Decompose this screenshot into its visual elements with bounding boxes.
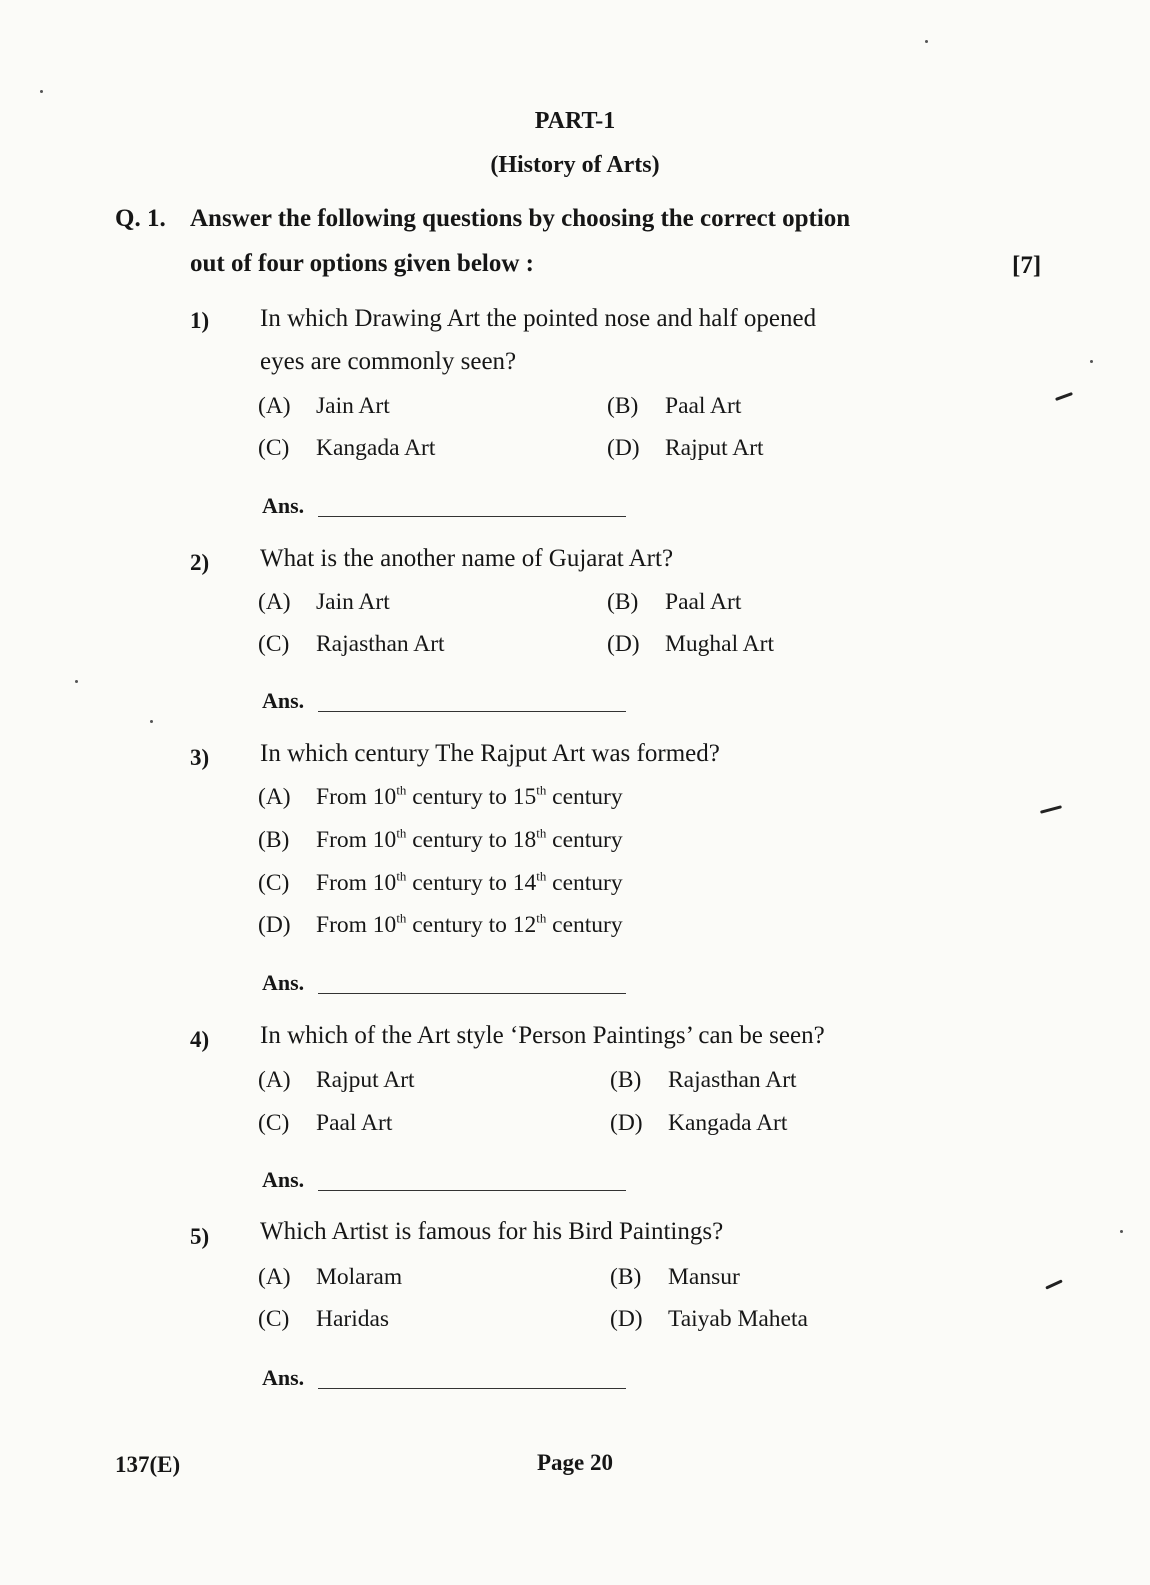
option-text: Taiyab Maheta [668, 1306, 808, 1332]
option-label: (D) [610, 1110, 643, 1136]
option-c [258, 870, 623, 897]
option-pre: From 10 [316, 784, 397, 810]
option-label: (D) [607, 631, 640, 657]
option-pre: From 10 [316, 912, 397, 938]
question-instruction-line2: out of four options given below : [190, 250, 535, 277]
scan-speck [75, 680, 78, 683]
option-sup: th [396, 782, 407, 798]
answer-label: Ans. [262, 1167, 305, 1192]
item-number: 2) [190, 550, 210, 575]
option-c [258, 1110, 392, 1137]
option-sup: th [536, 782, 547, 798]
option-sup: th [396, 868, 407, 884]
item-text-line2: eyes are commonly seen? [260, 348, 517, 375]
answer-blank[interactable] [318, 516, 626, 517]
option-label: (B) [610, 1067, 642, 1093]
option-pre: From 10 [316, 827, 397, 853]
question-label: Q. 1. [115, 205, 166, 232]
scan-speck [1120, 1230, 1123, 1233]
option-label: (C) [258, 1306, 290, 1332]
option-label: (D) [607, 435, 640, 461]
item-number: 5) [190, 1224, 210, 1249]
option-text: Kangada Art [316, 435, 436, 461]
option-sup: th [536, 910, 547, 926]
option-sup: th [396, 910, 407, 926]
option-b [610, 1264, 740, 1291]
option-label: (C) [258, 435, 290, 461]
option-c [258, 1306, 389, 1333]
option-label: (D) [610, 1306, 643, 1332]
option-label: (D) [258, 912, 291, 938]
scan-speck [1055, 392, 1073, 401]
option-pre: From 10 [316, 870, 397, 896]
option-text: Kangada Art [668, 1110, 788, 1136]
answer-blank[interactable] [318, 1190, 626, 1191]
option-text: Mughal Art [665, 631, 775, 657]
option-b [607, 393, 741, 420]
option-text: Jain Art [316, 393, 390, 419]
option-label: (A) [258, 393, 291, 419]
answer-blank[interactable] [318, 993, 626, 994]
option-text: Molaram [316, 1264, 403, 1290]
option-text: Rajasthan Art [316, 631, 445, 657]
paper-code: 137(E) [115, 1452, 181, 1477]
option-c [258, 435, 435, 462]
option-label: (B) [607, 589, 639, 615]
scan-speck [925, 40, 928, 43]
option-label: (C) [258, 870, 290, 896]
option-d [607, 435, 764, 462]
option-text: Paal Art [665, 393, 742, 419]
answer-blank[interactable] [318, 1388, 626, 1389]
item-text-line1: What is the another name of Gujarat Art? [260, 545, 674, 572]
option-b [610, 1067, 797, 1094]
item-text-line1: In which century The Rajput Art was formed? [260, 740, 720, 767]
option-mid: century to 18 [406, 827, 537, 853]
option-d [610, 1110, 787, 1137]
option-mid: century to 15 [406, 784, 537, 810]
answer-label: Ans. [262, 1365, 305, 1390]
option-text: Rajput Art [316, 1067, 415, 1093]
option-sup: th [536, 868, 547, 884]
option-label: (B) [607, 393, 639, 419]
part-title: PART-1 [534, 108, 616, 134]
item-number: 3) [190, 745, 210, 770]
option-label: (A) [258, 1067, 291, 1093]
option-sup: th [396, 825, 407, 841]
option-post: century [546, 827, 623, 853]
option-text: Paal Art [665, 589, 742, 615]
page-number: Page 20 [536, 1450, 613, 1475]
option-text: Paal Art [316, 1110, 393, 1136]
item-text-line1: In which Drawing Art the pointed nose and half opened [260, 305, 817, 332]
item-text-line1: Which Artist is famous for his Bird Paintings? [260, 1218, 724, 1245]
item-number: 4) [190, 1027, 210, 1052]
answer-blank[interactable] [318, 711, 626, 712]
option-a [258, 393, 390, 420]
option-text: Rajasthan Art [668, 1067, 797, 1093]
option-sup: th [536, 825, 547, 841]
option-text: Jain Art [316, 589, 390, 615]
option-label: (A) [258, 589, 291, 615]
item-number: 1) [190, 308, 210, 333]
option-mid: century to 12 [406, 912, 537, 938]
option-post: century [546, 912, 623, 938]
option-mid: century to 14 [406, 870, 537, 896]
answer-label: Ans. [262, 688, 305, 713]
option-a [258, 1264, 402, 1291]
option-b [258, 827, 623, 854]
section-subtitle: (History of Arts) [490, 152, 660, 178]
option-a [258, 589, 390, 616]
option-label: (A) [258, 784, 291, 810]
scan-speck [1090, 360, 1093, 363]
option-a [258, 784, 623, 811]
option-post: century [546, 784, 623, 810]
option-text: Haridas [316, 1306, 390, 1332]
answer-label: Ans. [262, 493, 305, 518]
option-text: Mansur [668, 1264, 740, 1290]
option-label: (B) [610, 1264, 642, 1290]
option-label: (A) [258, 1264, 291, 1290]
scan-speck [1040, 805, 1062, 814]
scan-speck [150, 720, 153, 723]
option-text: Rajput Art [665, 435, 764, 461]
option-c [258, 631, 445, 658]
question-marks: [7] [1012, 252, 1042, 279]
option-d [258, 912, 623, 939]
option-label: (C) [258, 1110, 290, 1136]
option-b [607, 589, 741, 616]
item-text-line1: In which of the Art style ‘Person Paintings’ can be seen? [260, 1022, 825, 1049]
option-a [258, 1067, 415, 1094]
option-d [607, 631, 774, 658]
scan-speck [1045, 1279, 1063, 1289]
option-label: (C) [258, 631, 290, 657]
option-d [610, 1306, 808, 1333]
scan-speck [40, 90, 43, 93]
answer-label: Ans. [262, 970, 305, 995]
option-label: (B) [258, 827, 290, 853]
question-instruction-line1: Answer the following questions by choosing the correct option [190, 205, 851, 232]
option-post: century [546, 870, 623, 896]
